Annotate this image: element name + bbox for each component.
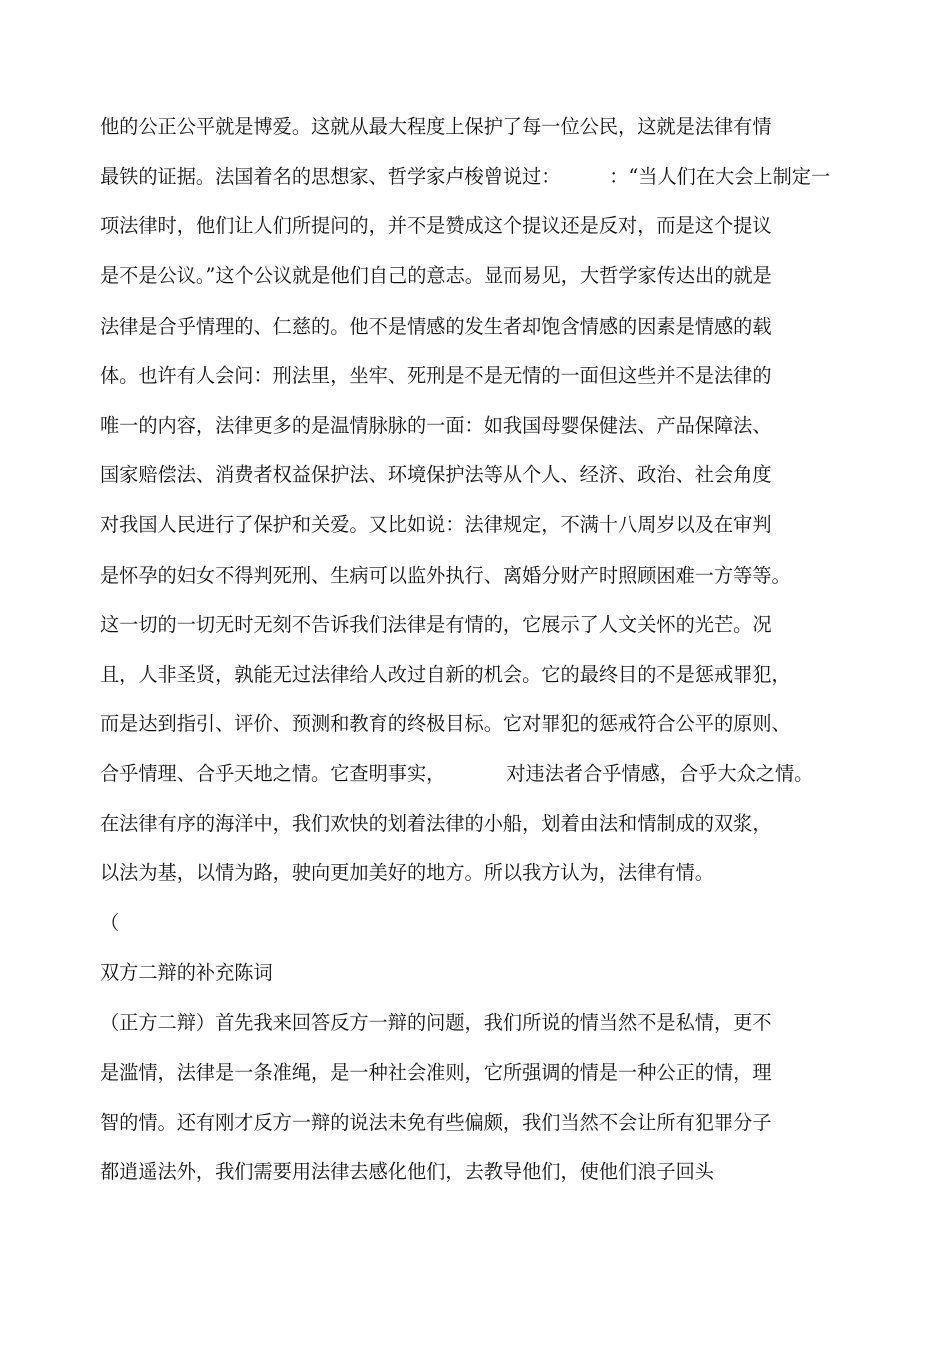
text-line: 且，人非圣贤，孰能无过法律给人改过自新的机会。它的最终目的不是惩戒罪犯， bbox=[100, 663, 791, 686]
text-line: 国家赔偿法、消费者权益保护法、环境保护法等从个人、经济、政治、社会角度 bbox=[100, 463, 772, 486]
text-line: 法律是合乎情理的、仁慈的。他不是情感的发生者却饱含情感的因素是情感的载 bbox=[100, 315, 772, 338]
text-line: 项法律时，他们让人们所提问的，并不是赞成这个提议还是反对，而是这个提议 bbox=[100, 214, 772, 237]
text-line: 以法为基，以情为路，驶向更加美好的地方。所以我方认为，法律有情。 bbox=[100, 861, 714, 884]
section-heading: 双方二辩的补充陈词 bbox=[100, 961, 273, 984]
text-line: 在法律有序的海洋中，我们欢快的划着法律的小船，划着由法和情制成的双浆， bbox=[100, 812, 772, 835]
text-line: 他的公正公平就是博爱。这就从最大程度上保护了每一位公民，这就是法律有情 bbox=[100, 115, 772, 138]
text-line: 最铁的证据。法国着名的思想家、哲学家卢梭曾说过： ：“当人们在大会上制定一 bbox=[100, 165, 831, 188]
text-line: 是滥情，法律是一条准绳，是一种社会准则，它所强调的情是一种公正的情，理 bbox=[100, 1061, 772, 1084]
text-line: 是怀孕的妇女不得判死刑、生病可以监外执行、离婚分财产时照顾困难一方等等。 bbox=[100, 564, 791, 587]
text-line: （正方二辩）首先我来回答反方一辩的问题，我们所说的情当然不是私情，更不 bbox=[100, 1011, 772, 1034]
text-line: 是不是公议。”这个公议就是他们自己的意志。显而易见，大哲学家传达出的就是 bbox=[100, 264, 772, 287]
text-line: 而是达到指引、评价、预测和教育的终极目标。它对罪犯的惩戒符合公平的原则、 bbox=[100, 712, 791, 735]
text-line: 对我国人民进行了保护和关爱。又比如说：法律规定，不满十八周岁以及在审判 bbox=[100, 513, 772, 536]
text-line: 合乎情理、合乎天地之情。它查明事实， 对违法者合乎情感，合乎大众之情。 bbox=[100, 762, 814, 785]
text-line: 这一切的一切无时无刻不告诉我们法律是有情的，它展示了人文关怀的光芒。况 bbox=[100, 613, 772, 636]
text-line: 唯一的内容，法律更多的是温情脉脉的一面：如我国母婴保健法、产品保障法、 bbox=[100, 414, 772, 437]
open-parenthesis: （ bbox=[100, 911, 120, 934]
text-line: 都逍遥法外，我们需要用法律去感化他们，去教导他们，使他们浪子回头 bbox=[100, 1160, 714, 1183]
text-line: 体。也许有人会问：刑法里，坐牢、死刑是不是无情的一面但这些并不是法律的 bbox=[100, 364, 772, 387]
text-line: 智的情。还有刚才反方一辩的说法未免有些偏颇，我们当然不会让所有犯罪分子 bbox=[100, 1111, 772, 1134]
